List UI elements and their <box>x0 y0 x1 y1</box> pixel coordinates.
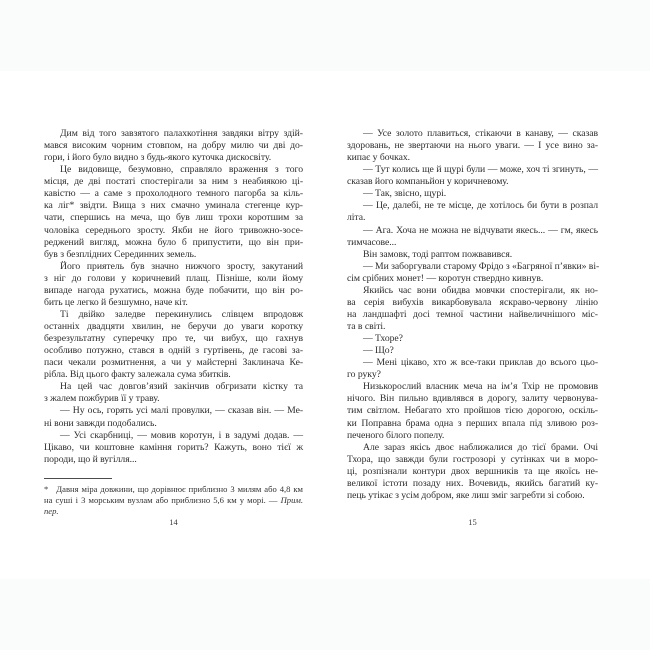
text-line: породи, що й вугілля... <box>44 453 137 465</box>
text-line: Тхора, що завжди були гострозорі у сутінках чи в моро- <box>347 453 598 465</box>
text-line: гори, і його було видно з будь-якого куточка дискосвіту. <box>44 152 272 164</box>
text-line: Якийсь час вони обидва мовчки спостерігали, як но- <box>363 284 598 296</box>
text-line: пець утікає з усім добром, яке лиш зміг загребти зі собою. <box>347 489 585 501</box>
text-line: печеного білого попелу. <box>347 429 445 441</box>
text-line: реджений вигляд, можна було б припустити, що він при- <box>44 236 303 248</box>
text-line: тимчасове... <box>347 236 397 248</box>
text-line: го руку? <box>347 369 381 381</box>
text-line: Ті двійко заледве перекинулись слівцем впродовж <box>60 308 303 320</box>
text-line: — Ну ось, горять усі малі провулки, — сказав він. — Ме- <box>60 405 303 417</box>
text-line: рібла. Від цього факту залежала сума збитків. <box>44 369 231 381</box>
page-number-left: 14 <box>169 517 178 527</box>
footnote-source: Прим. пер. <box>44 495 303 517</box>
text-line: — Так, звісно, щурі. <box>363 188 447 200</box>
text-line: — Це, далебі, не те місце, де хотілось би бути в розпал <box>363 200 598 212</box>
text-line: ка ліг* звідти. Вища з них смачно уминала стегенце кур- <box>44 200 303 212</box>
footnote-marker: * <box>44 484 49 494</box>
text-line: сказав його компаньйон у коричневому. <box>347 176 509 188</box>
text-line: ва серія вибухів викарбовувала яскраво-червону лінію <box>347 296 598 308</box>
text-line: безрезультатну суперечку про те, чи вибух, що гахнув <box>44 333 303 345</box>
text-line: літа. <box>347 212 366 224</box>
page-number-right: 15 <box>468 517 477 527</box>
text-line: нічого. Він пильно вдивлявся в дорогу, залиту червонува- <box>347 393 598 405</box>
text-line: місця, де дві постаті спостерігали за ним з неабиякою ці- <box>44 176 303 188</box>
text-line: кипає у бочках. <box>347 152 410 164</box>
text-line: тим світлом. Небагато хто пройшов тією дорогою, оскіль- <box>347 405 598 417</box>
text-line: мався високим чорним стовпом, на добру милю чи дві до- <box>44 140 303 152</box>
footnote-body: Давня міра довжини, що дорівнює приблизно 3 милям або 4,8 км на суші і 3 морським вузлам або приблизно 5,6 км у морі. — <box>44 484 303 506</box>
text-line: бить це легко й безшумно, наче кіт. <box>44 296 188 308</box>
text-line: — Що? <box>363 345 394 357</box>
text-line: ці, розпізнали контури двох вершників та ще якоїсь не- <box>347 465 598 477</box>
text-line: — Усі скарбниці, — мовив коротун, і в задумі додав. — <box>60 429 303 441</box>
text-line: Низькорослий власник меча на ім’я Тхір не промовив <box>363 381 598 393</box>
text-line: — Усе золото плавиться, стікаючи в канаву, — сказав <box>363 128 598 139</box>
text-line: Він замовк, тоді раптом пожвавився. <box>363 248 513 260</box>
page-15-text-column <box>347 128 598 502</box>
text-line: випаде нагода рухатись, можна буде побачити, що він ро- <box>44 284 303 296</box>
text-line: кавістю — а саме з прохолодного темного пагорба за кіль- <box>44 188 303 200</box>
text-line: великої істоти позаду них. Вочевидь, якийсь багатий ку- <box>347 477 598 489</box>
text-line: та в світі. <box>347 321 386 332</box>
footnote-text <box>44 484 303 518</box>
text-line: з жалем пожбурив її у траву. <box>44 393 160 405</box>
footnote-block <box>44 478 303 518</box>
page-14-text-column <box>44 128 303 466</box>
text-line: був з безплідних Серединних земель. <box>44 248 197 260</box>
text-line: Але зараз якісь двоє наближалися до тієї брами. Очі <box>363 441 598 453</box>
text-line: з ніг до голови у коричневий плащ. Пізніше, коли йому <box>44 272 303 284</box>
text-line: останніх двадцяти хвилин, не беручи до уваги коротку <box>44 321 303 332</box>
text-line: — Мені цікаво, хто ж все-таки приклав до всього цьо- <box>363 357 598 369</box>
text-line: особливо потужно, стався в одній з гуртівень, де гасові за- <box>44 345 303 357</box>
text-line: на ландшафті досі темної частини найвеличнішого міс- <box>347 308 598 320</box>
text-line: Це видовище, безумовно, справляло враження з того <box>60 164 303 176</box>
text-line: сім срібних монет! — коротун ствердно кивнув. <box>347 272 544 284</box>
text-line: ні вони завжди подобались. <box>44 417 157 429</box>
text-line: Його приятель був значно нижчого зросту, закутаний <box>60 260 303 272</box>
text-line: здоровань, не звертаючи на нього уваги. — І усе вино за- <box>347 140 598 152</box>
text-line: Дим від того завзятого палахкотіння завдяки вітру здій- <box>60 128 303 139</box>
footnote-divider <box>44 478 112 479</box>
text-line: паси чекали розмитнення, а чи у майстерні Заклинача Ке- <box>44 357 303 369</box>
text-line: чоловіка середнього зросту. Якби не його тривожно-зосе- <box>44 224 303 236</box>
text-line: На цей час довгов’язий закінчив обгризати кістку та <box>60 381 303 393</box>
text-line: — Тхоре? <box>363 333 403 345</box>
text-line: ки Поправна брама одна з перших впала під зливою роз- <box>347 417 598 429</box>
text-line: — Тут колись ще й щурі були — може, хоч ті згинуть, — <box>363 164 598 176</box>
text-line: — Ми заборгували старому Фрідо з «Багряної п’явки» ві- <box>363 260 600 272</box>
text-line: чати, спершись на меча, що був лиш трохи коротшим за <box>44 212 303 224</box>
text-line: — Ага. Хоча не можна не відчувати якесь... — гм, якесь <box>363 224 598 236</box>
text-line: Цікаво, чи коштовне каміння горить? Кажуть, воно тієї ж <box>44 441 303 453</box>
